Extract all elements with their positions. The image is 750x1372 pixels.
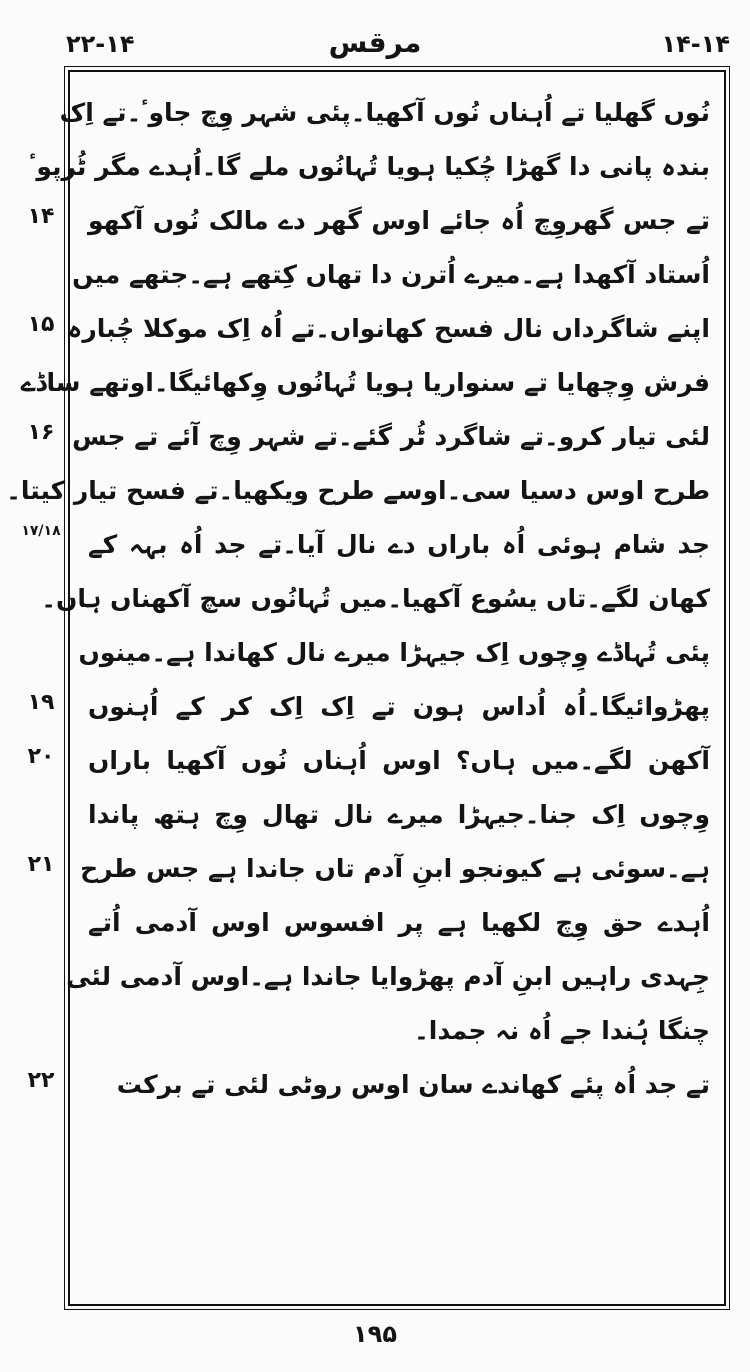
running-header bbox=[0, 24, 750, 72]
text-line: وِچوں اِک جنا۔جیہڑا میرے نال تھال وِچ ہتھ پاندا bbox=[88, 800, 710, 829]
text-line: بندہ پانی دا گھڑا چُکیا ہویا تُہانُوں ملے گا۔اُہدے مگر ٹُرپوٴ bbox=[29, 152, 710, 181]
text-line: اُہدے حق وِچ لکھیا ہے پر افسوس اوس آدمی اُتے bbox=[88, 908, 710, 937]
text-line: تے جد اُہ پئے کھاندے سان اوس روٹی لئی تے برکت bbox=[116, 1070, 710, 1099]
text-line: اُستاد آکھدا ہے۔میرے اُترن دا تھاں کِتھے ہے۔جتھے میں bbox=[72, 260, 710, 289]
verse-number: ۱۶ bbox=[27, 420, 55, 445]
text-line: تے جس گھروِچ اُہ جائے اوس گھر دے مالک نُوں آکھو bbox=[88, 206, 710, 235]
header-verse-range-right: ۱۴-۱۴ bbox=[661, 30, 730, 58]
text-line: ہے۔سوئی ہے کیونجو ابنِ آدم تاں جاندا ہے جس طرح bbox=[80, 854, 710, 883]
verse-number: ۲۰ bbox=[27, 744, 55, 769]
text-line: کھان لگے۔تاں یسُوع آکھیا۔میں تُہانُوں سچ آکھناں ہاں۔ bbox=[41, 584, 710, 613]
text-line: جِہدی راہیں ابنِ آدم پھڑوایا جاندا ہے۔اوس آدمی لئی bbox=[66, 962, 710, 991]
verse-number-column bbox=[14, 66, 68, 1306]
verse-number: ۱۷/۱۸ bbox=[21, 523, 61, 539]
text-line: جد شام ہوئی اُہ باراں دے نال آیا۔تے جد اُہ بہہ کے bbox=[88, 530, 710, 559]
text-line: نُوں گھلیا تے اُہناں نُوں آکھیا۔پئی شہر وِچ جاوٴ۔تے اِک bbox=[59, 98, 710, 127]
text-line: چنگا ہُندا جے اُہ نہ جمدا۔ bbox=[414, 1016, 710, 1045]
header-verse-range-left: ۲۲-۱۴ bbox=[66, 30, 135, 58]
verse-number: ۱۴ bbox=[27, 204, 55, 229]
header-book-title: مرقس bbox=[328, 26, 422, 59]
text-line: آکھن لگے۔میں ہاں؟ اوس اُہناں نُوں آکھیا باراں bbox=[88, 746, 710, 775]
text-line: پئی تُہاڈے وِچوں اِک جیہڑا میرے نال کھاندا ہے۔مینوں bbox=[78, 638, 710, 667]
text-line: لئی تیار کرو۔تے شاگرد ٹُر گئے۔تے شہر وِچ آئے تے جس bbox=[72, 422, 710, 451]
text-line: پھڑوائیگا۔اُہ اُداس ہون تے اِک اِک کر کے اُہنوں bbox=[88, 692, 710, 721]
text-line: فرش وِچھایا تے سنواریا ہویا تُہانُوں وِکھائیگا۔اوتھے ساڈے bbox=[20, 368, 710, 397]
verse-number: ۲۲ bbox=[27, 1068, 55, 1093]
verse-number: ۱۹ bbox=[27, 690, 55, 715]
text-line: اپنے شاگرداں نال فسح کھانواں۔تے اُہ اِک موکلا چُبارہ bbox=[67, 314, 710, 343]
verse-number: ۲۱ bbox=[27, 852, 55, 877]
page-number: ۱۹۵ bbox=[353, 1320, 397, 1348]
text-line: طرح اوس دسیا سی۔اوسے طرح ویکھیا۔تے فسح تیار کیتا۔ bbox=[6, 476, 710, 505]
verse-number: ۱۵ bbox=[27, 312, 55, 337]
